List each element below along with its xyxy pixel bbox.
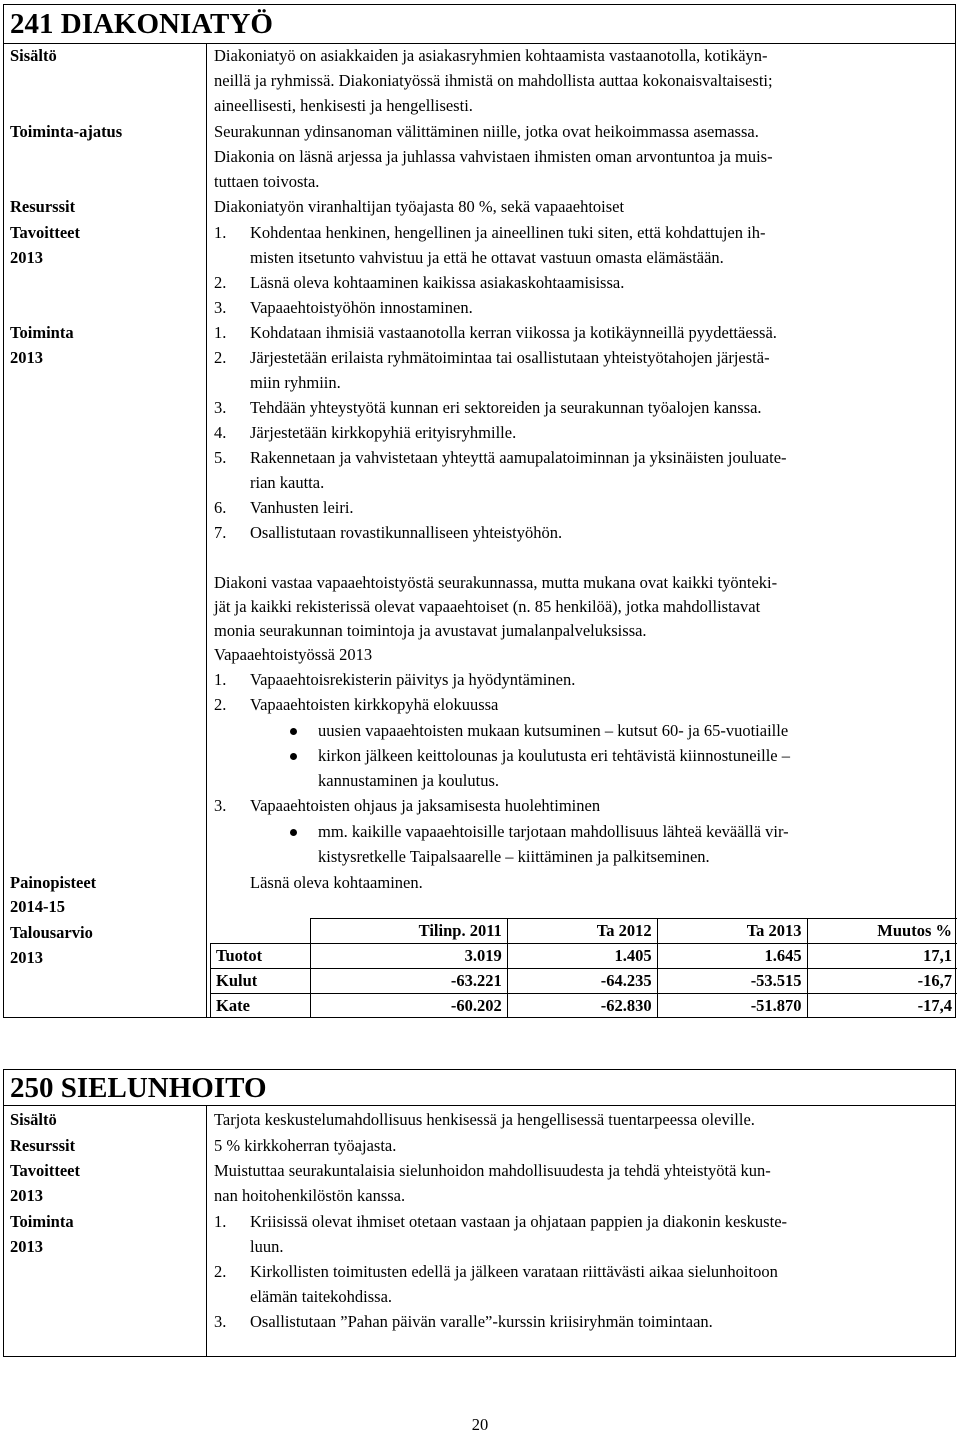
budget-cell: -51.870 [657,994,807,1019]
tavoite-item-continued: misten itsetunto vahvistuu ja että he ottavat vastuun omasta elämästään. [250,248,724,267]
budget-table [210,918,957,1018]
bullet-icon [290,728,297,735]
item-number: 4. [214,423,227,442]
sisalto-line: aineellisesti, henkisesti ja hengellisesti. [214,96,473,115]
item-number: 3. [214,298,227,317]
budget-header-row [211,919,958,944]
item-text: Vapaaehtoistyöhön innostaminen. [250,298,473,317]
toiminta-item [214,495,354,520]
item-text: Rakennetaan ja vahvistetaan yhteyttä aamupalatoiminnan ja yksinäisten jouluate- [250,448,787,467]
budget-row [211,969,958,994]
toiminta-item-continued: luun. [250,1237,284,1256]
item-number: 2. [214,695,227,714]
label-painopisteet: Painopisteet [10,873,97,892]
item-number: 6. [214,498,227,517]
bullet-text-continued: kistysretkelle Taipalsaarelle – kiittäminen ja palkitseminen. [318,847,710,866]
budget-cell: -53.515 [657,969,807,994]
label-sisalto: Sisältö [10,1110,57,1129]
toiminta-item [214,395,762,420]
vapaa-paragraph-line: monia seurakunnan toimintoja ja avustavat jumalanpalveluksissa. [214,621,647,640]
item-number: 1. [214,323,227,342]
bullet-item [318,718,788,743]
label-resurssit: Resurssit [10,197,76,216]
section-title: 241 DIAKONIATYÖ [10,8,273,40]
vapaa-item [214,793,600,818]
toiminta-item-continued: elämän taitekohdissa. [250,1287,393,1306]
bullet-text: uusien vapaaehtoisten mukaan kutsuminen – kutsut 60- ja 65-vuotiaille [318,721,789,740]
column-separator [206,1105,207,1356]
label-toiminta: Toiminta [10,323,74,342]
tavoite-item [214,270,624,295]
item-number: 1. [214,223,227,242]
label-toiminta-year: 2013 [10,348,43,367]
label-tavoitteet: Tavoitteet [10,223,80,242]
toiminta-item-continued: rian kautta. [250,473,325,492]
toiminta-item [214,320,777,345]
item-number: 2. [214,273,227,292]
page-number: 20 [471,1415,489,1434]
label-resurssit: Resurssit [10,1136,76,1155]
budget-row [211,944,958,969]
budget-header-cell: Tilinp. 2011 [310,919,507,944]
tavoite-item [214,295,473,320]
item-text: Kriisissä olevat ihmiset otetaan vastaan ja ohjataan pappien ja diakonin keskuste- [250,1212,788,1231]
section-241-diakoniatyo [3,4,956,1018]
sisalto-line: neillä ja ryhmissä. Diakoniatyössä ihmistä on mahdollista auttaa kokonaisvaltaisesti; [214,71,773,90]
budget-cell: 1.405 [507,944,657,969]
tavoitteet-line: Muistuttaa seurakuntalaisia sielunhoidon mahdollisuudesta ja tehdä yhteistyötä kun- [214,1161,771,1180]
budget-header-cell: Muutos % [807,919,957,944]
budget-cell: -17,4 [807,994,957,1019]
toiminta-item [214,345,770,370]
label-talousarvio: Talousarvio [10,923,93,942]
bullet-item [318,819,789,844]
label-toiminta-year: 2013 [10,1237,43,1256]
item-number: 2. [214,1262,227,1281]
budget-cell: 3.019 [310,944,507,969]
budget-row-label: Tuotot [211,944,311,969]
label-tavoitteet-year: 2013 [10,248,43,267]
item-text: Läsnä oleva kohtaaminen kaikissa asiakaskohtaamisissa. [250,273,625,292]
budget-cell: -16,7 [807,969,957,994]
title-rule [4,1105,955,1106]
label-sisalto: Sisältö [10,46,57,65]
section-title: 250 SIELUNHOITO [10,1072,267,1104]
bullet-icon [290,829,297,836]
item-number: 5. [214,448,227,467]
vapaa-paragraph-line: jät ja kaikki rekisterissä olevat vapaaehtoiset (n. 85 henkilöä), jotka mahdollistavat [214,597,761,616]
label-toiminta-ajatus: Toiminta-ajatus [10,122,123,141]
budget-cell: -60.202 [310,994,507,1019]
item-text: Vapaaehtoisrekisterin päivitys ja hyödyntäminen. [250,670,576,689]
item-text: Kohdentaa henkinen, hengellinen ja aineellinen tuki siten, että kohdattujen ih- [250,223,766,242]
label-tavoitteet-year: 2013 [10,1186,43,1205]
budget-cell: 17,1 [807,944,957,969]
bullet-text-continued: kannustaminen ja koulutus. [318,771,500,790]
budget-row [211,994,958,1019]
vapaa-heading: Vapaaehtoistyössä 2013 [214,645,373,664]
item-text: Osallistutaan ”Pahan päivän varalle”-kurssin kriisiryhmän toimintaan. [250,1312,713,1331]
ajatus-line: tuttaen toivosta. [214,172,320,191]
item-number: 3. [214,1312,227,1331]
item-number: 7. [214,523,227,542]
item-number: 3. [214,398,227,417]
ajatus-line: Seurakunnan ydinsanoman välittäminen niille, jotka ovat heikoimmassa asemassa. [214,122,759,141]
vapaa-item [214,667,575,692]
budget-header-cell: Ta 2013 [657,919,807,944]
item-text: Vanhusten leiri. [250,498,354,517]
toiminta-item [214,1259,778,1284]
budget-cell: 1.645 [657,944,807,969]
item-text: Tehdään yhteystyötä kunnan eri sektoreiden ja seurakunnan työalojen kanssa. [250,398,762,417]
bullet-icon [290,753,297,760]
budget-row-label: Kulut [211,969,311,994]
item-text: Vapaaehtoisten ohjaus ja jaksamisesta huolehtiminen [250,796,601,815]
item-text: Kohdataan ihmisiä vastaanotolla kerran viikossa ja kotikäynneillä pyydettäessä. [250,323,777,342]
item-text: Kirkollisten toimitusten edellä ja jälkeen varataan riittävästi aikaa sielunhoitoon [250,1262,778,1281]
toiminta-item [214,420,516,445]
budget-cell: -63.221 [310,969,507,994]
toiminta-item [214,1209,787,1234]
bullet-text: mm. kaikille vapaaehtoisille tarjotaan mahdollisuus lähteä keväällä vir- [318,822,789,841]
resurssit-text: Diakoniatyön viranhaltijan työajasta 80 %, sekä vapaaehtoiset [214,197,625,216]
item-number: 1. [214,1212,227,1231]
item-number: 3. [214,796,227,815]
budget-header-cell: Ta 2012 [507,919,657,944]
budget-cell: -64.235 [507,969,657,994]
section-250-sielunhoito [3,1069,956,1357]
budget-cell: -62.830 [507,994,657,1019]
item-text: Osallistutaan rovastikunnalliseen yhteistyöhön. [250,523,563,542]
toiminta-item [214,520,562,545]
budget-header-cell [211,919,311,944]
vapaa-item [214,692,498,717]
label-painopisteet-year: 2014-15 [10,897,65,916]
painopisteet-text: Läsnä oleva kohtaaminen. [250,873,423,892]
column-separator [206,43,207,1017]
item-text: Järjestetään kirkkopyhiä erityisryhmille. [250,423,517,442]
tavoitteet-line: nan hoitohenkilöstön kanssa. [214,1186,406,1205]
sisalto-line: Diakoniatyö on asiakkaiden ja asiakasryhmien kohtaamista vastaanotolla, kotikäyn- [214,46,768,65]
bullet-text: kirkon jälkeen keittolounas ja koulutusta eri tehtävistä kiinnostuneille – [318,746,790,765]
label-toiminta: Toiminta [10,1212,74,1231]
ajatus-line: Diakonia on läsnä arjessa ja juhlassa vahvistaen ihmisten oman arvontuntoa ja muis- [214,147,773,166]
toiminta-item [214,1309,713,1334]
toiminta-item [214,445,787,470]
tavoite-item [214,220,765,245]
item-number: 1. [214,670,227,689]
toiminta-item-continued: miin ryhmiin. [250,373,341,392]
item-text: Järjestetään erilaista ryhmätoimintaa tai osallistutaan yhteistyötahojen järjestä- [250,348,770,367]
item-number: 2. [214,348,227,367]
label-talousarvio-year: 2013 [10,948,43,967]
item-text: Vapaaehtoisten kirkkopyhä elokuussa [250,695,499,714]
bullet-item [318,743,790,768]
label-tavoitteet: Tavoitteet [10,1161,80,1180]
vapaa-paragraph-line: Diakoni vastaa vapaaehtoistyöstä seurakunnassa, mutta mukana ovat kaikki työnteki- [214,573,778,592]
budget-row-label: Kate [211,994,311,1019]
sisalto-text: Tarjota keskustelumahdollisuus henkisessä ja hengellisessä tuentarpeessa oleville. [214,1110,755,1129]
resurssit-text: 5 % kirkkoherran työajasta. [214,1136,397,1155]
